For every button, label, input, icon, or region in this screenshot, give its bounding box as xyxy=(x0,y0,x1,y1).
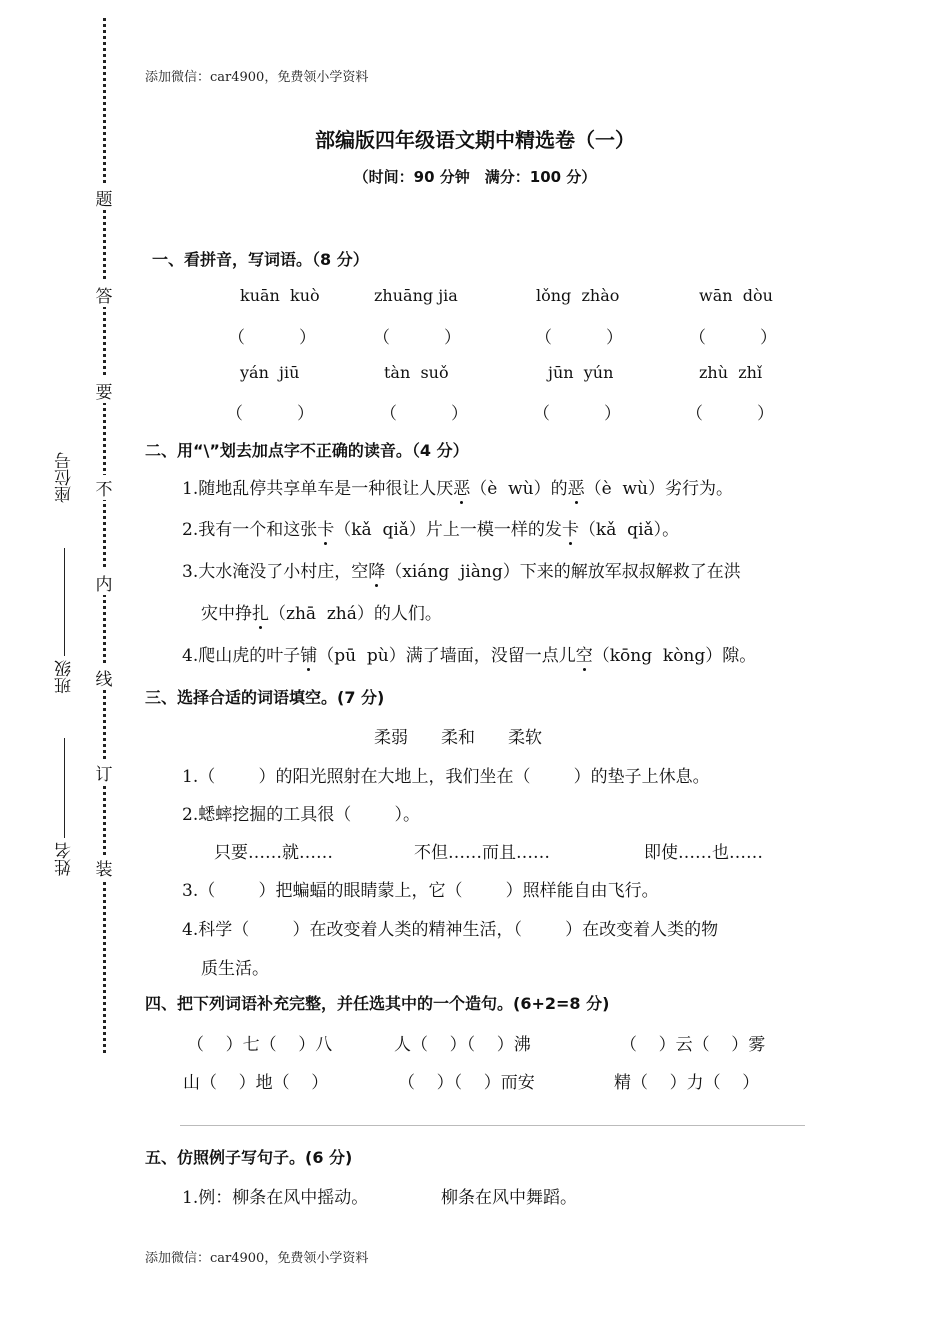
binding-char-xian: 线 xyxy=(94,665,114,690)
name-label: 姓名 xyxy=(55,842,75,876)
binding-char-zhuang: 装 xyxy=(94,855,114,880)
section1-heading: 一、看拼音，写词语。（8 分） xyxy=(152,250,369,269)
name-underline xyxy=(64,738,65,838)
word-option: 不但……而且…… xyxy=(414,843,550,863)
question-3-2: 2.蟋蟀挖掘的工具很（ ）。 xyxy=(182,805,420,825)
class-label: 班级 xyxy=(55,660,75,694)
binding-char-da: 答 xyxy=(94,282,114,307)
section2-heading: 二、用“\”划去加点字不正确的读音。（4 分） xyxy=(145,441,469,460)
pinyin-3: lǒng zhào xyxy=(536,286,620,305)
question-2-2: 2.我有一个和这张卡（kǎ qiǎ）片上一模一样的发卡（kǎ qiǎ）。 xyxy=(182,520,680,540)
idiom-fill: （ ）七（ ）八 xyxy=(187,1035,333,1055)
idiom-fill: 山（ ）地（ ） xyxy=(183,1073,329,1093)
question-3-1: 1.（ ）的阳光照射在大地上，我们坐在（ ）的垫子上休息。 xyxy=(182,767,710,787)
idiom-fill: （ ）（ ）而安 xyxy=(398,1073,535,1093)
question-2-3-cont: 灾中挣扎（zhā zhá）的人们。 xyxy=(201,604,442,624)
example-sentence: 1.例：柳条在风中摇动。 xyxy=(182,1188,369,1208)
question-3-4: 4.科学（ ）在改变着人类的精神生活，（ ）在改变着人类的物 xyxy=(182,920,719,940)
idiom-fill: （ ）云（ ）雾 xyxy=(620,1035,766,1055)
binding-char-ding: 订 xyxy=(94,760,114,785)
footer-note: 添加微信：car4900，免费领小学资料 xyxy=(145,1251,369,1266)
class-underline xyxy=(64,548,65,656)
word-option: 柔软 xyxy=(508,728,542,748)
pinyin-4: wān dòu xyxy=(699,286,773,305)
word-option: 柔弱 xyxy=(374,728,408,748)
sentence-writing-line[interactable] xyxy=(180,1125,805,1126)
example-result: 柳条在风中舞蹈。 xyxy=(441,1188,577,1208)
answer-blank[interactable]: （ ） xyxy=(380,404,469,424)
pinyin-1: kuān kuò xyxy=(240,286,320,305)
question-2-4: 4.爬山虎的叶子铺（pū pù）满了墙面，没留一点儿空（kōng kòng）隙。 xyxy=(182,646,757,666)
answer-blank[interactable]: （ ） xyxy=(373,328,462,348)
answer-blank[interactable]: （ ） xyxy=(689,328,778,348)
question-2-1: 1.随地乱停共享单车是一种很让人厌恶（è wù）的恶（è wù）劣行为。 xyxy=(182,479,733,499)
answer-blank[interactable]: （ ） xyxy=(226,404,315,424)
exam-time-score: （时间：90 分钟 满分：100 分） xyxy=(353,168,597,186)
question-2-3: 3.大水淹没了小村庄，空降（xiáng jiàng）下来的解放军叔叔解救了在洪 xyxy=(182,562,741,582)
question-3-3: 3.（ ）把蝙蝠的眼睛蒙上，它（ ）照样能自由飞行。 xyxy=(182,881,659,901)
binding-char-ti: 题 xyxy=(94,185,114,210)
binding-char-yao: 要 xyxy=(94,378,114,403)
pinyin-6: tàn suǒ xyxy=(384,363,449,382)
header-note: 添加微信：car4900，免费领小学资料 xyxy=(145,70,369,85)
binding-char-nei: 内 xyxy=(94,570,114,595)
pinyin-5: yán jiū xyxy=(240,363,300,382)
answer-blank[interactable]: （ ） xyxy=(686,404,775,424)
pinyin-7: jūn yún xyxy=(548,363,614,382)
page-title: 部编版四年级语文期中精选卷（一） xyxy=(315,128,635,152)
word-option: 只要……就…… xyxy=(214,843,333,863)
section3-heading: 三、选择合适的词语填空。(7 分) xyxy=(145,688,385,707)
question-3-4-cont: 质生活。 xyxy=(201,959,269,979)
binding-char-bu: 不 xyxy=(94,475,114,500)
word-option: 即使……也…… xyxy=(644,843,763,863)
word-option: 柔和 xyxy=(441,728,475,748)
section4-heading: 四、把下列词语补充完整，并任选其中的一个造句。(6+2=8 分) xyxy=(145,994,610,1013)
seat-number-label: 座位号 xyxy=(55,452,75,503)
answer-blank[interactable]: （ ） xyxy=(535,328,624,348)
pinyin-2: zhuāng jia xyxy=(374,286,458,305)
answer-blank[interactable]: （ ） xyxy=(228,328,317,348)
idiom-fill: 人（ ）（ ）沸 xyxy=(394,1035,531,1055)
answer-blank[interactable]: （ ） xyxy=(533,404,622,424)
pinyin-8: zhù zhǐ xyxy=(699,363,763,382)
section5-heading: 五、仿照例子写句子。(6 分) xyxy=(145,1148,353,1167)
idiom-fill: 精（ ）力（ ） xyxy=(614,1073,760,1093)
